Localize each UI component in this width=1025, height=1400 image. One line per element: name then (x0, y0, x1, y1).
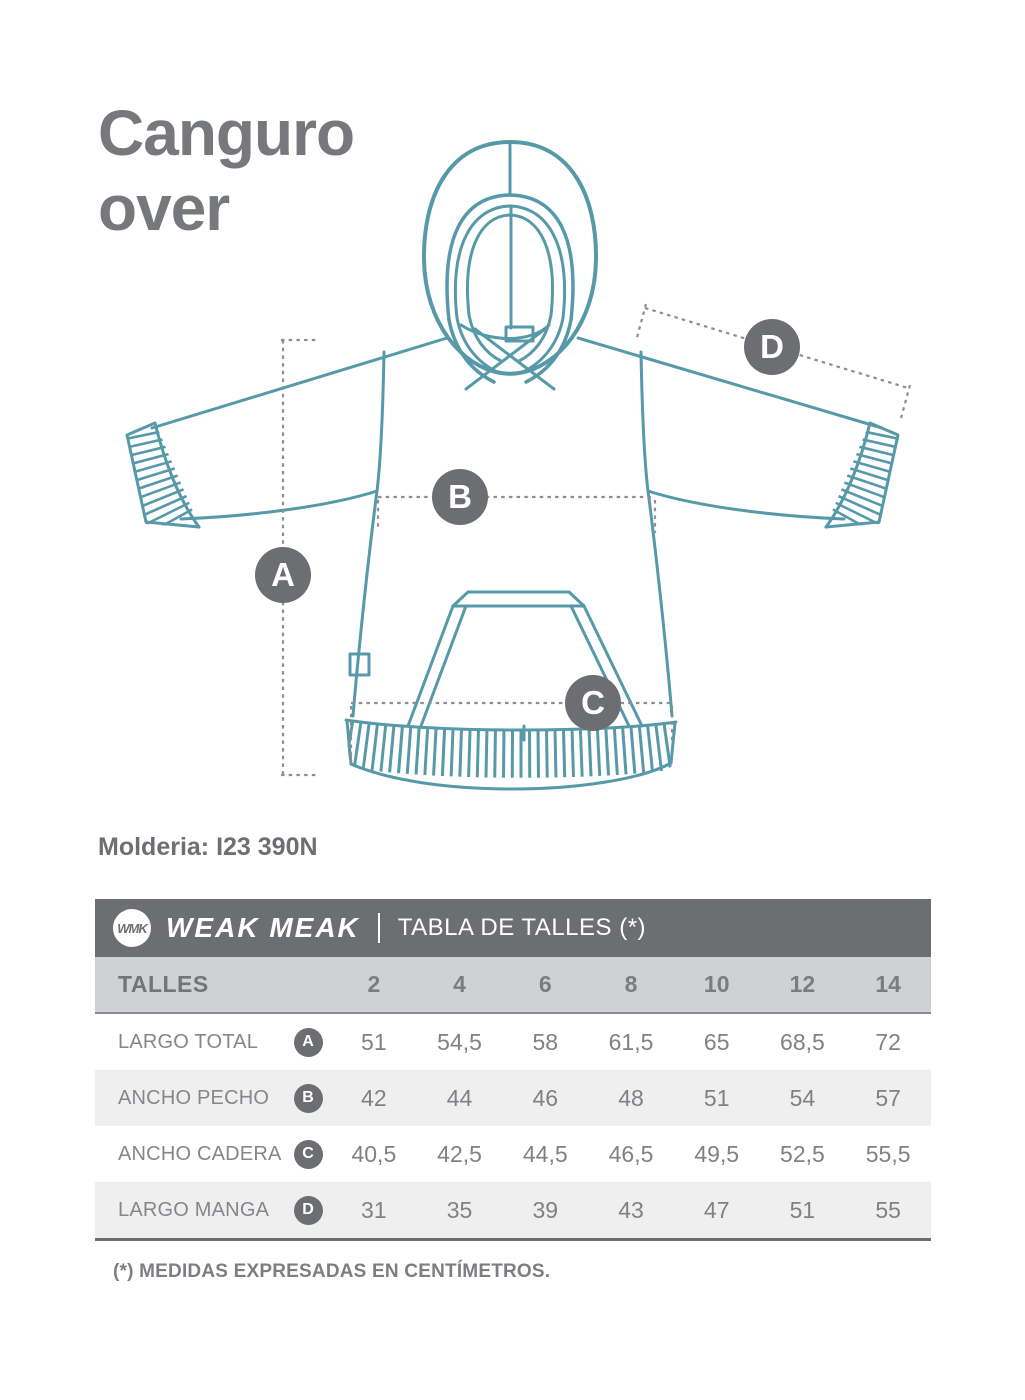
cell: 55 (875, 1196, 901, 1223)
armhole-left (377, 352, 384, 491)
hem-right (671, 723, 675, 763)
cell: 46,5 (608, 1140, 654, 1167)
row-label: ANCHO PECHO (118, 1086, 270, 1109)
cell: 51 (703, 1084, 730, 1111)
cell: 61,5 (608, 1028, 654, 1055)
size-col: 10 (703, 971, 730, 997)
cell: 54 (789, 1084, 816, 1111)
size-col: 14 (875, 971, 901, 997)
hoodie-outline (127, 142, 898, 789)
brand-name: WEAK MEAK (166, 912, 360, 943)
cell: 68,5 (780, 1028, 825, 1055)
marker-d-letter: D (760, 328, 784, 365)
row-label: LARGO MANGA (118, 1198, 270, 1221)
table-row-largo-manga (95, 1182, 931, 1238)
side-seam-right (648, 491, 672, 716)
header-divider (378, 913, 380, 943)
row-label: LARGO TOTAL (118, 1030, 259, 1053)
cell: 65 (703, 1028, 730, 1055)
table-row-largo-total (95, 1014, 931, 1070)
cell: 48 (618, 1084, 644, 1111)
sleeve-right-under (648, 491, 844, 519)
table-bottom-rule (95, 1238, 931, 1241)
row-marker-badge (294, 1084, 323, 1113)
cell: 51 (361, 1028, 387, 1055)
row-marker-badge (294, 1028, 323, 1057)
table-row-ancho-cadera (95, 1126, 931, 1182)
cell: 72 (875, 1028, 901, 1055)
marker-b-letter: B (448, 478, 472, 515)
cell: 31 (361, 1196, 387, 1223)
cell: 52,5 (780, 1140, 825, 1167)
cell: 43 (618, 1196, 644, 1223)
pocket-side-left-inner (421, 606, 466, 726)
cell: 57 (875, 1084, 901, 1111)
cell: 49,5 (694, 1140, 740, 1167)
pocket-corner-right (569, 592, 584, 606)
sleeve-right-top (578, 338, 882, 428)
row-marker-badge (294, 1196, 323, 1225)
marker-a-letter: A (271, 556, 295, 593)
cell: 54,5 (437, 1028, 482, 1055)
size-table (95, 899, 931, 1241)
pocket-corner-left (453, 592, 468, 606)
table-title: TABLA DE TALLES (*) (397, 914, 647, 941)
size-col: 4 (453, 971, 466, 997)
molderia-code: Molderia: I23 390N (98, 833, 318, 861)
cell: 44 (446, 1084, 473, 1111)
row-label: ANCHO CADERA (118, 1142, 282, 1165)
size-col: 8 (624, 971, 638, 997)
cell: 39 (532, 1196, 559, 1223)
cell: 40,5 (351, 1140, 397, 1167)
table-row-ancho-pecho (95, 1070, 931, 1126)
marker-b (432, 469, 488, 525)
cell: 42 (361, 1084, 387, 1111)
marker-c-letter: C (581, 684, 605, 721)
size-header-row (95, 957, 931, 1014)
badge-letter: D (302, 1201, 314, 1218)
units-footnote: (*) MEDIDAS EXPRESADAS EN CENTÍMETROS. (113, 1261, 551, 1282)
marker-a (255, 547, 311, 603)
cell: 42,5 (437, 1140, 482, 1167)
marker-c (565, 675, 621, 731)
armhole-right (641, 352, 648, 491)
pocket-side-left-outer (408, 606, 453, 726)
size-row-label: TALLES (118, 971, 209, 997)
cell: 58 (532, 1028, 559, 1055)
page-title-line2: over (98, 171, 230, 244)
badge-letter: A (302, 1033, 314, 1050)
table-header-bar (95, 899, 931, 957)
size-col: 12 (789, 971, 816, 997)
cell: 35 (446, 1196, 473, 1223)
sleeve-left-top (152, 338, 447, 428)
page-title-line1: Canguro (98, 97, 355, 169)
size-col: 2 (367, 971, 381, 997)
cell: 51 (789, 1196, 816, 1223)
cell: 47 (703, 1196, 730, 1223)
cell: 44,5 (522, 1140, 568, 1167)
sleeve-left-under (181, 491, 377, 519)
cell: 55,5 (865, 1140, 911, 1167)
brand-logo-icon (113, 909, 151, 947)
size-col: 6 (538, 971, 552, 997)
brand-monogram: WMK (117, 920, 147, 936)
badge-letter: B (302, 1089, 314, 1106)
row-marker-badge (294, 1140, 323, 1169)
marker-d (744, 319, 800, 375)
badge-letter: C (302, 1145, 314, 1162)
side-seam-left (353, 491, 377, 716)
cell: 46 (532, 1084, 559, 1111)
